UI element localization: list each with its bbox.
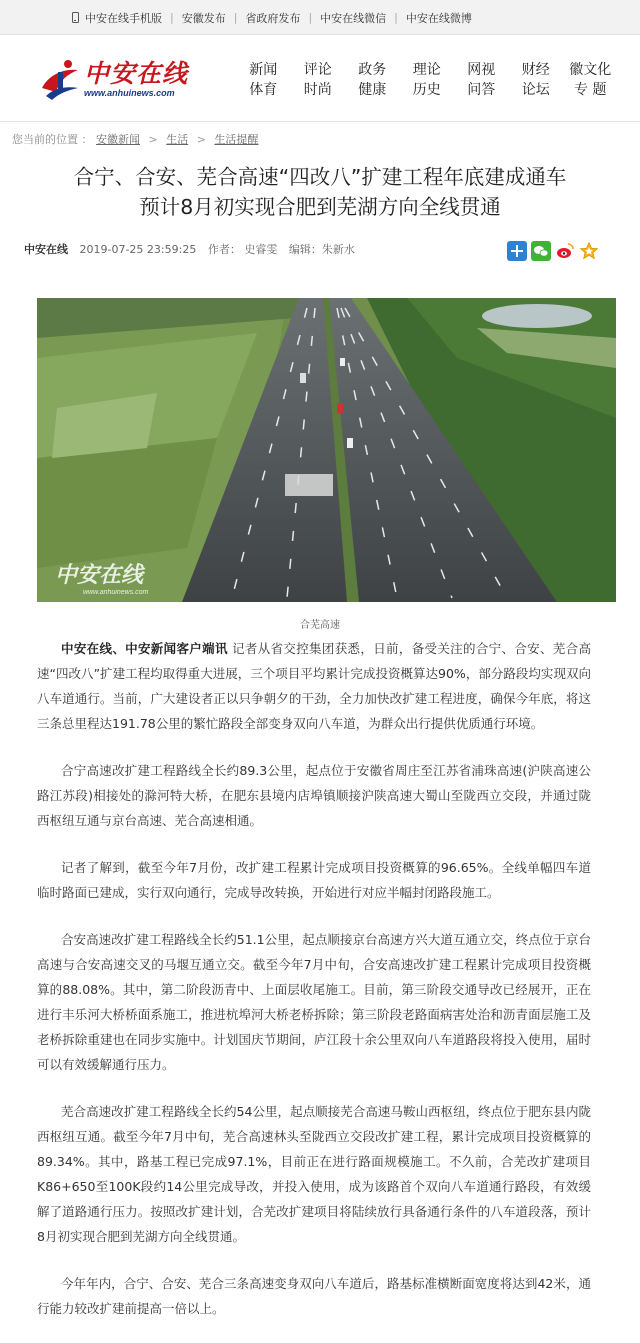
article-lead: 中安在线、中安新闻客户端讯: [61, 641, 228, 656]
title-line-1: 合宁、合安、芜合高速“四改八”扩建工程年底建成通车: [73, 165, 567, 189]
article-paragraph: 合安高速改扩建工程路线全长约51.1公里，起点顺接京台高速方兴大道互通立交，终点位于京台高速与合安高速交叉的马堰互通立交。截至今年7月中旬，合安高速改扩建工程累计完成项目投资概算的88.08%。其中，第二阶段沥青中、上面层收尾施工。目前，第三阶段交通导改已经展开，正在进行丰乐河大桥桥面系施工，推进杭埠河大桥老桥拆除；第三阶段老路面病害处治和沥青面层施工及老桥拆除重建也在同步实施中。计划国庆节期间，庐江段十余公里双向八车道路段将投入使用，届时可以有效缓解通行压力。: [37, 932, 591, 1072]
wechat-link[interactable]: 中安在线微信: [320, 11, 387, 25]
separator: |: [233, 11, 238, 24]
nav-column: [400, 60, 455, 100]
breadcrumb: [12, 131, 258, 147]
mobile-version-link[interactable]: 中安在线手机版: [85, 11, 162, 25]
article-paragraph: [37, 636, 591, 736]
separator: |: [394, 11, 398, 24]
main-nav: [236, 60, 618, 100]
article-datetime: 2019-07-25 23:59:25: [79, 243, 197, 256]
photo-watermark-url: www.anhuinews.com: [83, 589, 149, 596]
weibo-link[interactable]: 中安在线微博: [405, 11, 472, 25]
article-body: [37, 636, 591, 1343]
nav-government[interactable]: 政务: [358, 62, 387, 78]
article-author: 作者： 史睿雯: [207, 243, 278, 256]
nav-hui-culture[interactable]: 徽文化: [569, 62, 612, 78]
highway-aerial-image: [37, 298, 616, 602]
nav-qa[interactable]: 问答: [467, 82, 496, 98]
breadcrumb-separator: >: [196, 133, 206, 146]
title-line-2: 预计8月初实现合肥到芜湖方向全线贯通: [139, 195, 501, 219]
nav-video[interactable]: 网视: [467, 62, 496, 78]
top-links: [72, 0, 472, 35]
breadcrumb-separator: >: [148, 133, 158, 146]
nav-fashion[interactable]: 时尚: [303, 82, 332, 98]
article-paragraph: 今年年内，合宁、合安、芜合三条高速变身双向八车道后，路基标准横断面宽度将达到42米，通行能力较改扩建前提高一倍以上。: [37, 1276, 591, 1316]
article-photo: [37, 298, 616, 602]
nav-history[interactable]: 历史: [412, 82, 441, 98]
breadcrumb-life-tips[interactable]: 生活提醒: [214, 133, 259, 146]
breadcrumb-prefix: 您当前的位置 ：: [12, 133, 93, 146]
breadcrumb-anhui-news[interactable]: 安徽新闻: [96, 133, 140, 146]
photo-caption: 合芜高速: [300, 620, 340, 631]
share-plus-icon[interactable]: [507, 241, 527, 261]
nav-theory[interactable]: 理论: [412, 62, 441, 78]
separator: |: [308, 11, 313, 24]
photo-watermark: 中安在线: [55, 562, 144, 588]
breadcrumb-life[interactable]: 生活: [166, 133, 189, 146]
top-bar: [0, 0, 640, 35]
mobile-phone-icon: [72, 12, 79, 23]
site-logo[interactable]: [38, 54, 208, 106]
favorite-star-icon[interactable]: [579, 241, 599, 261]
article-paragraph: 记者了解到，截至今年7月份，改扩建工程累计完成项目投资概算的96.65%。全线单幅四车道临时路面已建成，实行双向通行，完成导改转换，开始进行对应半幅封闭路段施工。: [37, 860, 591, 900]
nav-column: [454, 60, 509, 100]
nav-forum[interactable]: 论坛: [521, 82, 550, 98]
share-bar: [507, 241, 599, 261]
article-source: 中安在线: [24, 243, 68, 256]
nav-column: [509, 60, 564, 100]
logo-mark-icon: [38, 58, 82, 102]
nav-column: [345, 60, 400, 100]
logo-text: 中安在线: [84, 59, 189, 88]
nav-column: [236, 60, 291, 100]
separator: |: [170, 11, 174, 24]
nav-finance[interactable]: 财经: [521, 62, 550, 78]
anhui-release-link[interactable]: 安徽发布: [181, 11, 226, 25]
wechat-share-icon[interactable]: [531, 241, 551, 261]
weibo-share-icon[interactable]: [555, 241, 575, 261]
nav-comment[interactable]: 评论: [303, 62, 332, 78]
article-paragraph: 合宁高速改扩建工程路线全长约89.3公里，起点位于安徽省周庄至江苏省浦珠高速(沪陕高速公路江苏段)相接处的滁河特大桥，在肥东县境内店埠镇顺接沪陕高速大蜀山至陇西立交段，并通过陇西枢纽互通与京台高速、芜合高速相通。: [37, 763, 591, 828]
nav-news[interactable]: 新闻: [249, 62, 278, 78]
nav-special[interactable]: 专 题: [574, 82, 607, 98]
provincial-gov-release-link[interactable]: 省政府发布: [245, 11, 301, 25]
nav-sports[interactable]: 体育: [249, 82, 278, 98]
article-paragraph: 芜合高速改扩建工程路线全长约54公里，起点顺接芜合高速马鞍山西枢纽，终点位于肥东县内陇西枢纽互通。截至今年7月中旬，芜合高速林头至陇西立交段改扩建工程，累计完成项目投资概算的89.34%。其中，路基工程已完成97.1%，目前正在进行路面规模施工。不久前，合芜改扩建项目K86+650至100K段约14公里完成导改，并投入使用，成为该路首个双向八车道通行路段，有效缓解了道路通行压力。按照改扩建计划，合芜改扩建项目将陆续放行具备通行条件的八车道段落，预计8月初实现合肥到芜湖方向全线贯通。: [37, 1104, 591, 1244]
nav-column: [563, 60, 618, 100]
nav-column: [291, 60, 346, 100]
logo-url: www.anhuinews.com: [84, 88, 175, 98]
article-paragraph-text: 记者从省交控集团获悉，日前，备受关注的合宁、合安、芜合高速“四改八”扩建工程均取得重大进展，三个项目平均累计完成投资概算达90%，部分路段均实现双向八车道通行。当前，广大建设者正以只争朝夕的干劲，全力加快改扩建工程进度，确保今年底，将这三条总里程达191.78公里的繁忙路段全部变身双向八车道，为群众出行提供优质通行环境。: [37, 641, 591, 731]
article-editor: 编辑：朱新水: [288, 243, 355, 256]
page-title: [0, 162, 640, 222]
site-header: [0, 36, 640, 122]
nav-health[interactable]: 健康: [358, 82, 387, 98]
article-meta: [24, 241, 363, 257]
